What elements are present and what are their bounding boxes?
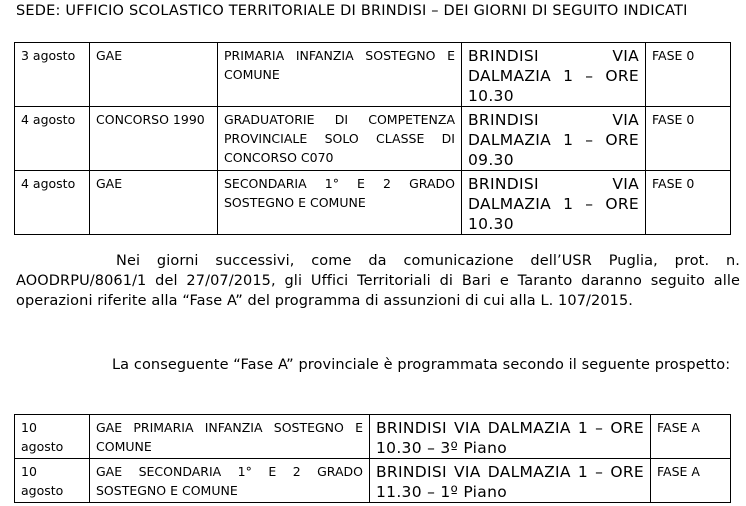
description-cell: SECONDARIA 1° E 2 GRADO SOSTEGNO E COMUNE [218,171,462,235]
table-row [15,459,731,503]
phase-cell: FASE A [651,459,731,503]
phase-cell: FASE A [651,415,731,459]
location-cell: BRINDISI VIA DALMAZIA 1 – ORE 11.30 – 1º Piano [370,459,651,503]
phase-cell: FASE 0 [646,43,731,107]
description-cell: GAE SECONDARIA 1° E 2 GRADO SOSTEGNO E COMUNE [90,459,370,503]
description-cell: PRIMARIA INFANZIA SOSTEGNO E COMUNE [218,43,462,107]
location-cell: BRINDISI VIA DALMAZIA 1 – ORE 10.30 – 3º Piano [370,415,651,459]
location-cell: BRINDISI VIA DALMAZIA 1 – ORE 09.30 [462,107,646,171]
schedule-table-fase-0 [14,42,731,235]
table-row [15,171,731,235]
date-cell: 3 agosto [15,43,90,107]
paragraph-operations: Nei giorni successivi, come da comunicazione dell’USR Puglia, prot. n. AOODRPU/8061/1 del 27/07/2015, gli Uffici Territoriali di Bari e Taranto daranno seguito alle operazioni riferite alla “Fase A” del programma di assunzioni di cui alla L. 107/2015. [16,253,740,309]
table-row [15,107,731,171]
location-cell: BRINDISI VIA DALMAZIA 1 – ORE 10.30 [462,43,646,107]
section-heading: SEDE: UFFICIO SCOLASTICO TERRITORIALE DI BRINDISI – DEI GIORNI DI SEGUITO INDICATI [16,3,688,19]
type-cell: GAE [90,171,218,235]
table-row [15,43,731,107]
type-cell: GAE [90,43,218,107]
date-cell: 10 agosto [15,415,90,459]
paragraph-schedule-intro: La conseguente “Fase A” provinciale è programmata secondo il seguente prospetto: [112,357,731,373]
schedule-table-fase-a [14,414,731,503]
description-cell: GAE PRIMARIA INFANZIA SOSTEGNO E COMUNE [90,415,370,459]
date-cell: 4 agosto [15,171,90,235]
type-cell: CONCORSO 1990 [90,107,218,171]
phase-cell: FASE 0 [646,107,731,171]
location-cell: BRINDISI VIA DALMAZIA 1 – ORE 10.30 [462,171,646,235]
table-row [15,415,731,459]
phase-cell: FASE 0 [646,171,731,235]
description-cell: GRADUATORIE DI COMPETENZA PROVINCIALE SOLO CLASSE DI CONCORSO C070 [218,107,462,171]
date-cell: 10 agosto [15,459,90,503]
date-cell: 4 agosto [15,107,90,171]
